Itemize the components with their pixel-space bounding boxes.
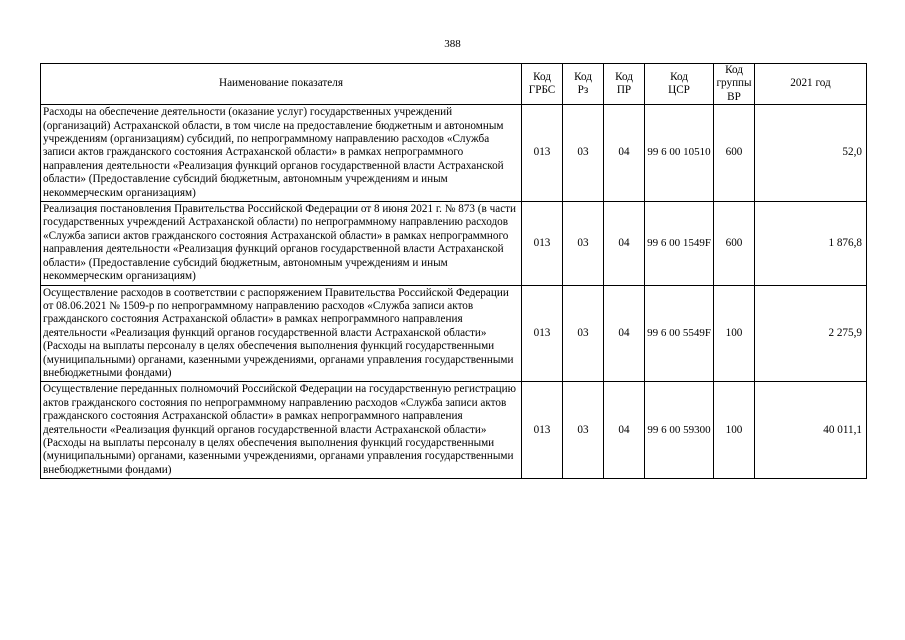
row-vr: 100 [714, 382, 755, 479]
header-grbs-line1: Код [533, 70, 551, 83]
header-pr-line1: Код [615, 70, 633, 83]
row-grbs: 013 [522, 285, 563, 382]
row-name: Осуществление переданных полномочий Российской Федерации на государственную регистрацию актов гражданского состояния по непрограммному направлению расходов «Служба записи актов гражданского состояния Астраханской области» в рамках непрограммного направления деятельности «Реализация функций органов государственной власти Астраханской области» (Расходы на выплаты персоналу в целях обеспечения выполнения функций государственными (муниципальными) органами, казенными учреждениями, органами управления государственными внебюджетными фондами) [41, 382, 522, 479]
row-rz: 03 [563, 285, 604, 382]
row-vr: 600 [714, 202, 755, 285]
budget-table [40, 63, 867, 479]
row-amount: 52,0 [755, 105, 867, 202]
row-amount: 2 275,9 [755, 285, 867, 382]
row-grbs: 013 [522, 105, 563, 202]
table-row [41, 285, 867, 382]
row-csr: 99 6 00 10510 [645, 105, 714, 202]
header-vr-line1: Код [725, 64, 743, 76]
header-rz-line2: Рз [577, 84, 589, 97]
row-grbs: 013 [522, 382, 563, 479]
row-name: Расходы на обеспечение деятельности (оказание услуг) государственных учреждений (организаций) Астраханской области, в том числе на предоставление бюджетным и автономным учреждениям (организациям) субсидий, по непрограммному направлению расходов «Служба записи актов гражданского состояния Астраханской области» в рамках непрограммного направления деятельности «Реализация функций органов государственной власти Астраханской области» (Предоставление субсидий бюджетным, автономным учреждениям и иным некоммерческим организациям) [41, 105, 522, 202]
row-csr: 99 6 00 5549F [645, 285, 714, 382]
header-pr-line2: ПР [616, 84, 632, 97]
table-row [41, 105, 867, 202]
row-rz: 03 [563, 202, 604, 285]
header-grbs [522, 64, 563, 105]
header-row [41, 64, 867, 105]
row-name: Реализация постановления Правительства Российской Федерации от 8 июня 2021 г. № 873 (в части государственных учреждений Астраханской области) по непрограммному направлению расходов «Служба записи актов гражданского состояния Астраханской области» в рамках непрограммного направления деятельности «Реализация функций органов государственной власти Астраханской области» (Предоставление субсидий бюджетным, автономным учреждениям и иным некоммерческим организациям) [41, 202, 522, 285]
row-pr: 04 [604, 105, 645, 202]
row-amount: 1 876,8 [755, 202, 867, 285]
header-csr-line1: Код [670, 70, 688, 83]
row-csr: 99 6 00 1549F [645, 202, 714, 285]
row-amount: 40 011,1 [755, 382, 867, 479]
header-pr [604, 64, 645, 105]
row-vr: 600 [714, 105, 755, 202]
header-csr [645, 64, 714, 105]
header-name: Наименование показателя [41, 64, 522, 105]
row-csr: 99 6 00 59300 [645, 382, 714, 479]
row-name: Осуществление расходов в соответствии с распоряжением Правительства Российской Федерации от 08.06.2021 № 1509-р по непрограммному направлению расходов «Служба записи актов гражданского состояния Астраханской области» в рамках непрограммного направления деятельности «Реализация функций органов государственной власти Астраханской области» (Расходы на выплаты персоналу в целях обеспечения выполнения функций государственными (муниципальными) органами, казенными учреждениями, органами управления государственными внебюджетными фондами) [41, 285, 522, 382]
row-rz: 03 [563, 382, 604, 479]
header-csr-line2: ЦСР [668, 84, 690, 97]
header-rz-line1: Код [574, 70, 592, 83]
row-rz: 03 [563, 105, 604, 202]
row-pr: 04 [604, 382, 645, 479]
page-number: 388 [444, 38, 461, 50]
header-rz [563, 64, 604, 105]
header-year: 2021 год [755, 64, 867, 105]
table-row [41, 382, 867, 479]
header-vr-line3: ВР [727, 90, 741, 103]
table-row [41, 202, 867, 285]
header-grbs-line2: ГРБС [528, 84, 556, 97]
row-vr: 100 [714, 285, 755, 382]
header-vr [714, 64, 755, 105]
row-grbs: 013 [522, 202, 563, 285]
row-pr: 04 [604, 285, 645, 382]
row-pr: 04 [604, 202, 645, 285]
header-vr-line2: группы [716, 77, 752, 90]
